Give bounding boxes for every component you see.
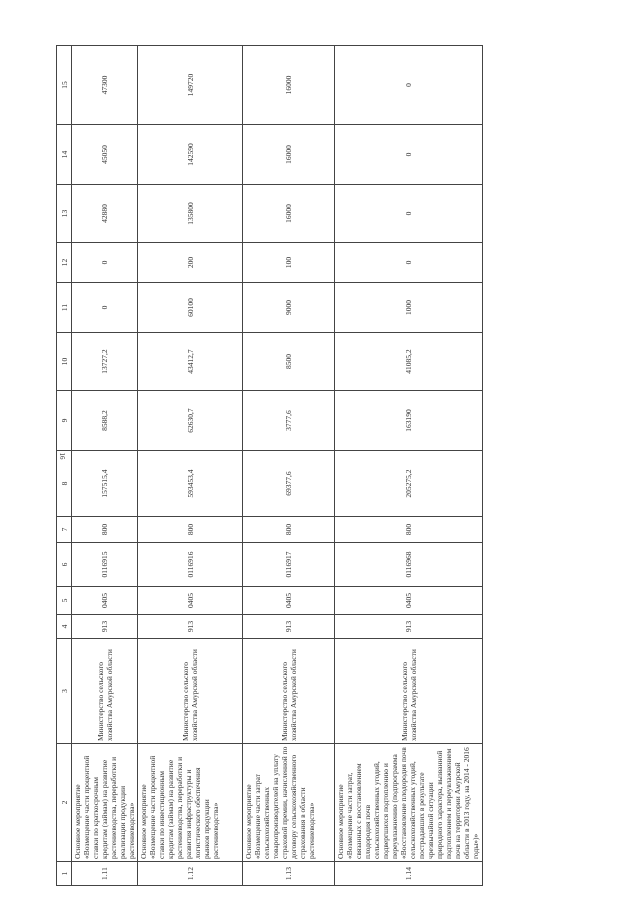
value-col13: 16000 xyxy=(243,185,335,243)
grbs-code: 913 xyxy=(335,615,483,639)
grbs-code: 913 xyxy=(72,615,138,639)
csr-code: 0116915 xyxy=(72,543,138,587)
executor: Министерство сельского хозяйства Амурской области xyxy=(138,639,243,744)
header-row xyxy=(57,46,72,886)
value-col8: 69377,6 xyxy=(243,451,335,517)
value-col9: 163190 xyxy=(335,391,483,451)
header-cell: 15 xyxy=(57,46,72,125)
header-cell: 10 xyxy=(57,333,72,391)
value-col12: 0 xyxy=(72,243,138,283)
value-col9: 62630,7 xyxy=(138,391,243,451)
header-cell: 4 xyxy=(57,615,72,639)
rotated-table-container xyxy=(56,46,480,886)
csr-code: 0116968 xyxy=(335,543,483,587)
vr-code: 800 xyxy=(335,517,483,543)
header-cell: 7 xyxy=(57,517,72,543)
table-row xyxy=(72,46,138,886)
value-col10: 13727,2 xyxy=(72,333,138,391)
row-number: 1.11 xyxy=(72,862,138,886)
value-col9: 3777,6 xyxy=(243,391,335,451)
value-col10: 41085,2 xyxy=(335,333,483,391)
measure-name: Основное мероприятие «Возмещение части затрат, связанных с восстановлением плодородия почв сельскохозяйственных угодий, подвергшихся подтоплению и переувлажнению (подпрограмма «Восстановление плодородия почв сельскохозяйственных угодий, пострадавших в результате чрезвычайной ситуации природного характера, вызванной подтоплением и переувлажнением почв на территории Амурской области в 2013 году, на 2014 - 2016 годы»)» xyxy=(335,744,483,862)
value-col13: 0 xyxy=(335,185,483,243)
value-col15: 47300 xyxy=(72,46,138,125)
table-row xyxy=(335,46,483,886)
rzpr-code: 0405 xyxy=(138,587,243,615)
table-row xyxy=(243,46,335,886)
value-col13: 135800 xyxy=(138,185,243,243)
header-cell: 8 xyxy=(57,451,72,517)
header-cell: 1 xyxy=(57,862,72,886)
budget-table xyxy=(56,45,483,886)
header-cell: 2 xyxy=(57,744,72,862)
vr-code: 800 xyxy=(72,517,138,543)
measure-name: Основное мероприятие «Возмещение части затрат сельскохозяйственных товаропроизводителей на уплату страховой премии, начисленной по договору сельскохозяйственного страхования в области растениеводства» xyxy=(243,744,335,862)
executor: Министерство сельского хозяйства Амурской области xyxy=(243,639,335,744)
value-col14: 45050 xyxy=(72,125,138,185)
vr-code: 800 xyxy=(243,517,335,543)
value-col11: 0 xyxy=(72,283,138,333)
rzpr-code: 0405 xyxy=(335,587,483,615)
header-cell: 12 xyxy=(57,243,72,283)
value-col11: 60100 xyxy=(138,283,243,333)
measure-name: Основное мероприятие «Возмещение части процентной ставки по инвестиционным кредитам (займам) на развитие растениеводства, переработки и развития инфраструктуры и логистического обеспечения рынков продукции растениеводства» xyxy=(138,744,243,862)
value-col8: 593453,4 xyxy=(138,451,243,517)
rzpr-code: 0405 xyxy=(72,587,138,615)
grbs-code: 913 xyxy=(138,615,243,639)
value-col12: 100 xyxy=(243,243,335,283)
value-col8: 157515,4 xyxy=(72,451,138,517)
value-col15: 149720 xyxy=(138,46,243,125)
page-number: 16 xyxy=(58,452,66,460)
csr-code: 0116917 xyxy=(243,543,335,587)
value-col9: 8588,2 xyxy=(72,391,138,451)
executor: Министерство сельского хозяйства Амурской области xyxy=(335,639,483,744)
header-cell: 6 xyxy=(57,543,72,587)
value-col11: 1000 xyxy=(335,283,483,333)
header-cell: 14 xyxy=(57,125,72,185)
header-cell: 13 xyxy=(57,185,72,243)
vr-code: 800 xyxy=(138,517,243,543)
header-cell: 3 xyxy=(57,639,72,744)
measure-name: Основное мероприятие «Возмещение части процентной ставки по краткосрочным кредитам (займам) на развитие растениеводства, переработки и реализации продукции растениеводства» xyxy=(72,744,138,862)
header-cell: 9 xyxy=(57,391,72,451)
value-col14: 16000 xyxy=(243,125,335,185)
rzpr-code: 0405 xyxy=(243,587,335,615)
executor: Министерство сельского хозяйства Амурской области xyxy=(72,639,138,744)
row-number: 1.12 xyxy=(138,862,243,886)
value-col15: 16000 xyxy=(243,46,335,125)
value-col13: 42880 xyxy=(72,185,138,243)
value-col10: 43412,7 xyxy=(138,333,243,391)
row-number: 1.13 xyxy=(243,862,335,886)
value-col12: 200 xyxy=(138,243,243,283)
value-col11: 9000 xyxy=(243,283,335,333)
value-col8: 205275,2 xyxy=(335,451,483,517)
header-cell: 5 xyxy=(57,587,72,615)
value-col14: 142590 xyxy=(138,125,243,185)
csr-code: 0116916 xyxy=(138,543,243,587)
value-col12: 0 xyxy=(335,243,483,283)
table-row xyxy=(138,46,243,886)
grbs-code: 913 xyxy=(243,615,335,639)
row-number: 1.14 xyxy=(335,862,483,886)
value-col10: 8500 xyxy=(243,333,335,391)
header-cell: 11 xyxy=(57,283,72,333)
value-col15: 0 xyxy=(335,46,483,125)
value-col14: 0 xyxy=(335,125,483,185)
